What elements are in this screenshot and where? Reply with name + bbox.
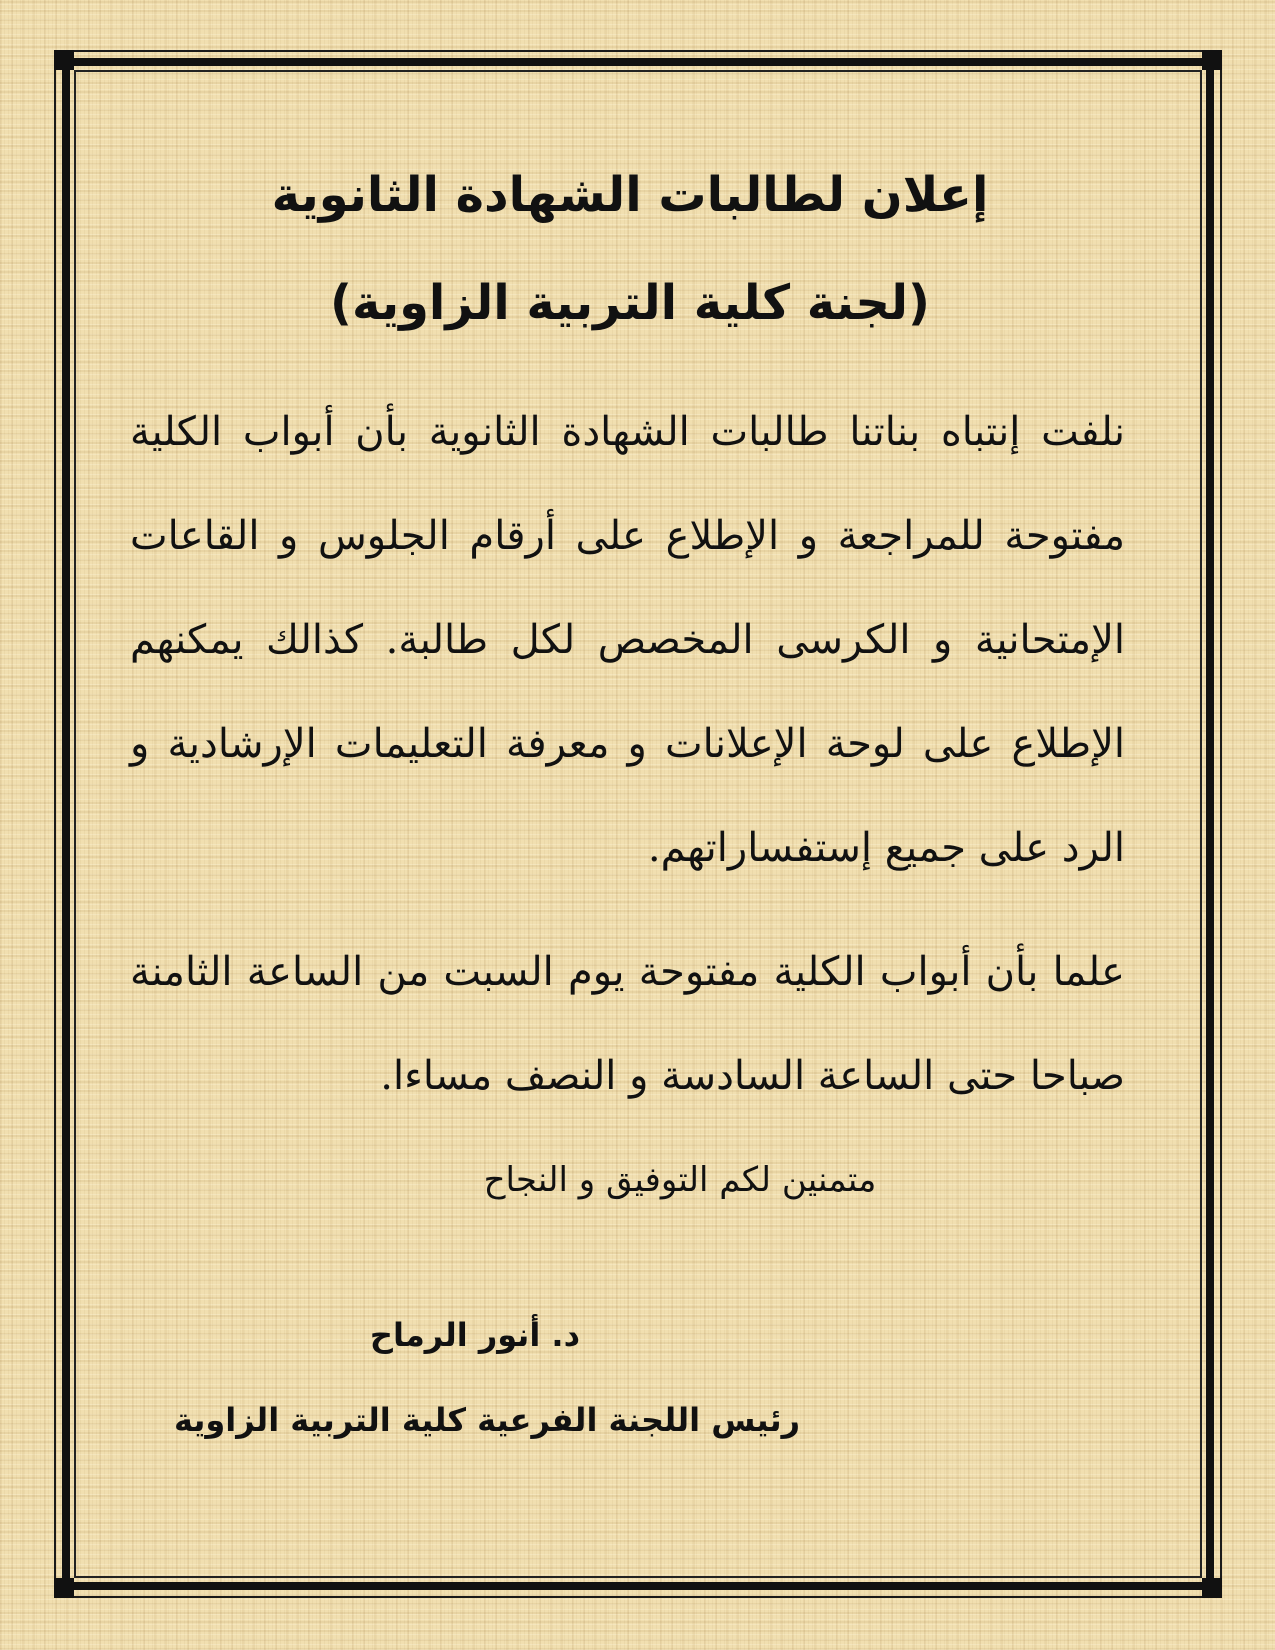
announcement-document bbox=[130, 150, 1130, 1450]
corner-ornament-top-left bbox=[54, 50, 74, 70]
signatory-name: د. أنور الرماح bbox=[369, 1316, 580, 1354]
announcement-body-paragraph: نلفت إنتباه بناتنا طالبات الشهادة الثانوية بأن أبواب الكلية مفتوحة للمراجعة و الإطلاع على أرقام الجلوس و القاعات الإمتحانية و الكرسى المخصص لكل طالبة. كذالك يمكنهم الإطلاع على لوحة الإعلانات و معرفة التعليمات الإرشادية و الرد على جميع إستفساراتهم. bbox=[130, 409, 1125, 871]
signatory-role: رئيس اللجنة الفرعية كلية التربية الزاوية bbox=[173, 1401, 800, 1439]
announcement-subtitle: (لجنة كلية التربية الزاوية) bbox=[330, 275, 930, 331]
announcement-title: إعلان لطالبات الشهادة الثانوية bbox=[271, 167, 989, 223]
corner-ornament-top-right bbox=[1202, 50, 1222, 70]
closing-wish: متمنين لكم التوفيق و النجاح bbox=[483, 1160, 877, 1200]
opening-hours-paragraph: علما بأن أبواب الكلية مفتوحة يوم السبت من الساعة الثامنة صباحا حتى الساعة السادسة و النصف مساءا. bbox=[130, 949, 1125, 1099]
corner-ornament-bottom-left bbox=[54, 1578, 74, 1598]
corner-ornament-bottom-right bbox=[1202, 1578, 1222, 1598]
